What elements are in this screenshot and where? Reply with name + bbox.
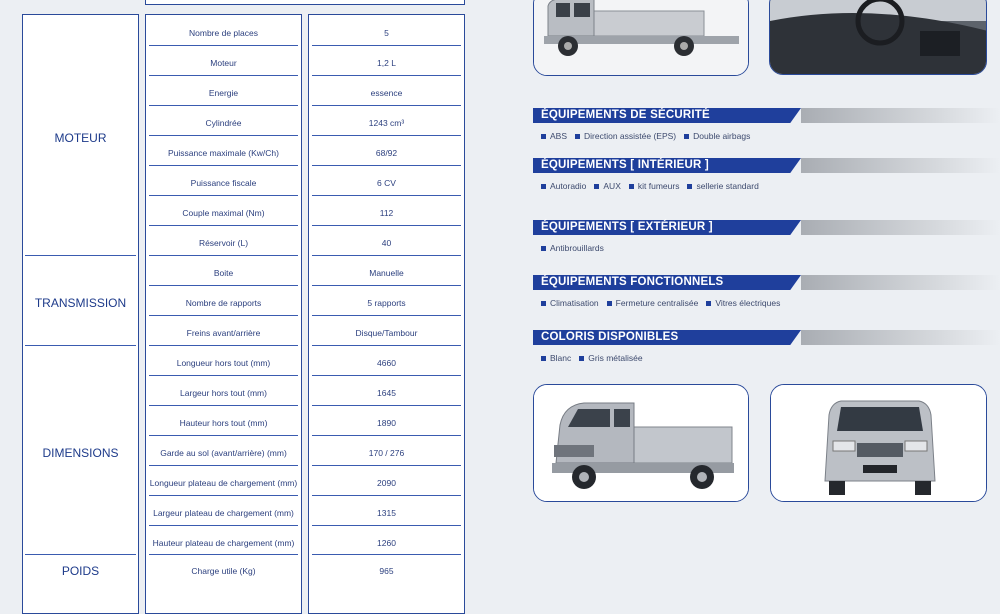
category-divider [25, 554, 136, 555]
row-divider [149, 495, 298, 496]
spec-label: Moteur [210, 58, 237, 68]
spec-value: 5 rapports [367, 298, 406, 308]
bullet-square-icon [684, 134, 689, 139]
spec-label: Puissance fiscale [190, 178, 257, 188]
equipment-item-label: sellerie standard [696, 181, 759, 191]
spec-value: 1243 cm³ [368, 118, 405, 128]
section-title: ÉQUIPEMENTS DE SÉCURITÉ [541, 109, 710, 121]
row-divider [149, 315, 298, 316]
spec-label: Largeur plateau de chargement (mm) [153, 508, 294, 518]
pickup-side-icon [534, 0, 749, 76]
section-interieur-header [533, 158, 1000, 173]
equipment-item [575, 131, 676, 141]
equipment-item [541, 353, 571, 363]
bullet-square-icon [541, 301, 546, 306]
equipment-item [629, 181, 680, 191]
equipment-item-label: ABS [550, 131, 568, 141]
equipment-item-label: Blanc [550, 353, 572, 363]
section-title: ÉQUIPEMENTS [ EXTÉRIEUR ] [541, 221, 713, 233]
section-exterieur-header [533, 220, 1000, 235]
bullet-square-icon [629, 184, 634, 189]
row-divider [149, 75, 298, 76]
row-divider [149, 554, 298, 555]
spec-label: Puissance maximale (Kw/Ch) [167, 148, 279, 158]
section-header-fade [801, 108, 1000, 123]
spec-label: Longueur plateau de chargement (mm) [149, 478, 298, 488]
table-top-edge [145, 0, 465, 5]
spec-value: 1,2 L [377, 58, 396, 68]
equipment-item [541, 243, 604, 253]
vehicle-front-photo [770, 384, 987, 502]
equipment-item-label: AUX [603, 181, 621, 191]
category-poids: POIDS [61, 564, 100, 578]
spec-value: 1645 [377, 388, 396, 398]
row-divider [149, 45, 298, 46]
spec-label: Cylindrée [205, 118, 242, 128]
section-interieur-items [541, 181, 759, 191]
spec-label: Charge utile (Kg) [191, 566, 256, 576]
category-column [22, 14, 139, 614]
spec-label: Freins avant/arrière [186, 328, 261, 338]
row-divider [312, 285, 461, 286]
spec-value: essence [370, 88, 403, 98]
equipment-item-label: Direction assistée (EPS) [584, 131, 677, 141]
row-divider [312, 195, 461, 196]
category-dimensions: DIMENSIONS [42, 446, 119, 460]
category-divider [25, 345, 136, 346]
row-divider [312, 105, 461, 106]
row-divider [312, 225, 461, 226]
equipment-item [706, 298, 780, 308]
spec-value: 170 / 276 [368, 448, 405, 458]
spec-value: 2090 [377, 478, 396, 488]
spec-label: Hauteur plateau de chargement (mm) [152, 538, 295, 548]
interior-photo [769, 0, 987, 75]
equipment-item [541, 181, 586, 191]
row-divider [149, 525, 298, 526]
spec-value: Disque/Tambour [355, 328, 418, 338]
spec-value: Manuelle [369, 268, 404, 278]
spec-label: Couple maximal (Nm) [182, 208, 265, 218]
equipment-item-label: Double airbags [693, 131, 751, 141]
section-fonctionnels-items [541, 298, 780, 308]
equipment-item [579, 353, 642, 363]
row-divider [312, 45, 461, 46]
spec-label-column [145, 14, 302, 614]
spec-value-column [308, 14, 465, 614]
section-title: COLORIS DISPONIBLES [541, 331, 679, 343]
equipment-item-label: kit fumeurs [637, 181, 680, 191]
spec-value: 4660 [377, 358, 396, 368]
row-divider [149, 285, 298, 286]
row-divider [149, 135, 298, 136]
row-divider [312, 465, 461, 466]
section-title: ÉQUIPEMENTS [ INTÉRIEUR ] [541, 159, 709, 171]
section-exterieur-items [541, 243, 604, 253]
bullet-square-icon [541, 246, 546, 251]
spec-label: Largeur hors tout (mm) [180, 388, 267, 398]
row-divider [312, 165, 461, 166]
row-divider [312, 345, 461, 346]
row-divider [149, 345, 298, 346]
row-divider [312, 315, 461, 316]
spec-value: 68/92 [375, 148, 398, 158]
row-divider [312, 525, 461, 526]
row-divider [149, 105, 298, 106]
equipment-item [541, 131, 567, 141]
row-divider [312, 135, 461, 136]
row-divider [149, 375, 298, 376]
section-title: ÉQUIPEMENTS FONCTIONNELS [541, 276, 724, 288]
spec-label: Energie [208, 88, 239, 98]
category-transmission: TRANSMISSION [34, 296, 127, 310]
spec-value: 965 [379, 566, 394, 576]
bullet-square-icon [594, 184, 599, 189]
spec-label: Hauteur hors tout (mm) [179, 418, 268, 428]
equipment-item-label: Climatisation [550, 298, 599, 308]
spec-value: 1315 [377, 508, 396, 518]
bullet-square-icon [541, 356, 546, 361]
row-divider [149, 165, 298, 166]
pickup-front-icon [771, 385, 987, 502]
row-divider [149, 405, 298, 406]
section-coloris-items [541, 353, 643, 363]
spec-label: Longueur hors tout (mm) [176, 358, 271, 368]
section-fonctionnels-header [533, 275, 1000, 290]
bullet-square-icon [687, 184, 692, 189]
spec-value: 5 [384, 28, 389, 38]
equipment-item [541, 298, 599, 308]
spec-value: 1260 [377, 538, 396, 548]
equipment-item [687, 181, 758, 191]
row-divider [312, 405, 461, 406]
equipment-item [684, 131, 750, 141]
spec-label: Réservoir (L) [198, 238, 249, 248]
bullet-square-icon [541, 134, 546, 139]
vehicle-three-quarter-photo [533, 384, 749, 502]
equipment-item-label: Fermeture centralisée [615, 298, 699, 308]
section-header-fade [801, 158, 1000, 173]
row-divider [312, 435, 461, 436]
bullet-square-icon [607, 301, 612, 306]
row-divider [149, 255, 298, 256]
pickup-front-quarter-icon [534, 385, 749, 502]
section-securite-header [533, 108, 1000, 123]
section-securite-items [541, 131, 750, 141]
category-divider [25, 255, 136, 256]
row-divider [149, 435, 298, 436]
row-divider [312, 495, 461, 496]
spec-value: 1890 [377, 418, 396, 428]
spec-value: 112 [379, 208, 394, 218]
row-divider [149, 465, 298, 466]
spec-value: 6 CV [377, 178, 396, 188]
equipment-item-label: Autoradio [550, 181, 587, 191]
spec-label: Nombre de places [189, 28, 258, 38]
section-header-fade [801, 275, 1000, 290]
dashboard-icon [770, 0, 987, 75]
spec-label: Boite [213, 268, 234, 278]
equipment-item [607, 298, 699, 308]
equipment-item-label: Vitres électriques [715, 298, 781, 308]
spec-value: 40 [381, 238, 392, 248]
equipment-item-label: Antibrouillards [550, 243, 604, 253]
equipment-item [594, 181, 620, 191]
bullet-square-icon [706, 301, 711, 306]
bullet-square-icon [541, 184, 546, 189]
section-coloris-header [533, 330, 1000, 345]
row-divider [149, 195, 298, 196]
bullet-square-icon [579, 356, 584, 361]
spec-label: Nombre de rapports [185, 298, 262, 308]
section-header-fade [801, 220, 1000, 235]
row-divider [312, 554, 461, 555]
section-header-fade [801, 330, 1000, 345]
equipment-item-label: Gris métalisée [588, 353, 643, 363]
row-divider [149, 225, 298, 226]
bullet-square-icon [575, 134, 580, 139]
spec-label: Garde au sol (avant/arrière) (mm) [160, 448, 287, 458]
row-divider [312, 375, 461, 376]
row-divider [312, 255, 461, 256]
vehicle-side-photo [533, 0, 749, 76]
category-moteur: MOTEUR [54, 131, 107, 145]
row-divider [312, 75, 461, 76]
